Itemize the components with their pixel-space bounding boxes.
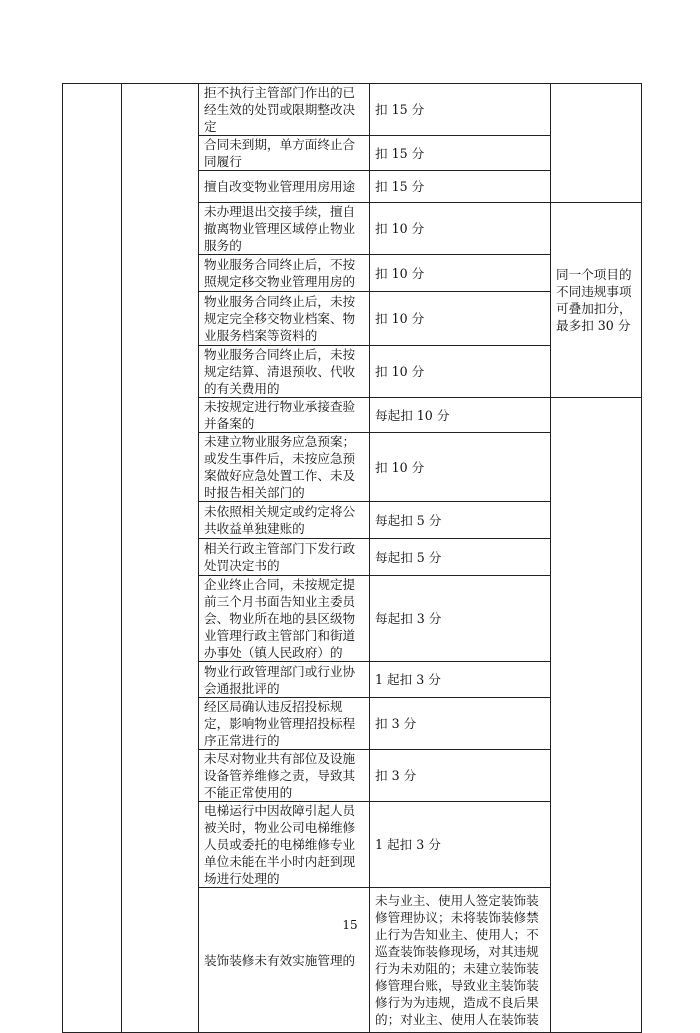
empty-note-cell [551, 398, 642, 1033]
deduction-cell: 每起扣 10 分 [370, 398, 551, 433]
item-cell: 未建立物业服务应急预案；或发生事件后，未按应急预案做好应急处置工作、未及时报告相关部门的 [199, 433, 370, 502]
deduction-cell: 扣 10 分 [370, 292, 551, 346]
item-cell: 经区局确认违反招投标规定，影响物业管理招投标程序正常进行的 [199, 698, 370, 750]
subcategory-cell [122, 84, 199, 1033]
item-cell: 物业服务合同终止后，未按规定结算、清退预收、代收的有关费用的 [199, 346, 370, 398]
deduction-cell: 未与业主、使用人签定装饰装修管理协议；未将装饰装修禁止行为告知业主、使用人；不巡查装饰装修现场，对其违规行为未劝阻的；未建立装饰装修管理台账，导致业主装饰装修行为为违规，造成不良后果的；对业主、使用人在装饰装 [370, 888, 551, 1033]
deduction-cell: 每起扣 3 分 [370, 576, 551, 662]
item-cell: 物业服务合同终止后，不按照规定移交物业管理用房的 [199, 255, 370, 292]
deduction-cell: 扣 10 分 [370, 346, 551, 398]
item-cell: 合同未到期，单方面终止合同履行 [199, 136, 370, 171]
deduction-cell: 1 起扣 3 分 [370, 662, 551, 698]
deduction-table [62, 83, 642, 1033]
deduction-cell: 扣 10 分 [370, 203, 551, 255]
deduction-cell: 扣 10 分 [370, 433, 551, 502]
item-cell: 装饰装修未有效实施管理的 [199, 888, 370, 1033]
page-number: 15 [342, 918, 358, 932]
item-cell: 企业终止合同，未按规定提前三个月书面告知业主委员会、物业所在地的县区级物业管理行政主管部门和街道办事处（镇人民政府）的 [199, 576, 370, 662]
item-cell: 物业服务合同终止后，未按规定完全移交物业档案、物业服务档案等资料的 [199, 292, 370, 346]
item-cell: 相关行政主管部门下发行政处罚决定书的 [199, 539, 370, 576]
item-cell: 擅自改变物业管理用房用途 [199, 171, 370, 203]
deduction-cell: 扣 15 分 [370, 136, 551, 171]
stacking-rule-note: 同一个项目的不同违规事项可叠加扣分，最多扣 30 分 [551, 203, 642, 398]
item-cell: 未按规定进行物业承接查验并备案的 [199, 398, 370, 433]
deduction-cell: 扣 3 分 [370, 698, 551, 750]
item-cell: 未尽对物业共有部位及设施设备管养维修之责，导致其不能正常使用的 [199, 750, 370, 802]
deduction-cell: 扣 15 分 [370, 84, 551, 136]
item-cell: 电梯运行中因故障引起人员被关时，物业公司电梯维修人员或委托的电梯维修专业单位未能在半小时内赶到现场进行处理的 [199, 802, 370, 888]
item-cell: 物业行政管理部门或行业协会通报批评的 [199, 662, 370, 698]
item-cell: 拒不执行主管部门作出的已经生效的处罚或限期整改决定 [199, 84, 370, 136]
deduction-cell: 扣 10 分 [370, 255, 551, 292]
item-cell: 未依照相关规定或约定将公共收益单独建账的 [199, 502, 370, 539]
deduction-cell: 1 起扣 3 分 [370, 802, 551, 888]
table-row [63, 84, 642, 136]
deduction-cell: 每起扣 5 分 [370, 502, 551, 539]
note-cell [551, 84, 642, 203]
deduction-cell: 扣 15 分 [370, 171, 551, 203]
item-cell: 未办理退出交接手续，擅自撤离物业管理区域停止物业服务的 [199, 203, 370, 255]
deduction-cell: 每起扣 5 分 [370, 539, 551, 576]
deduction-cell: 扣 3 分 [370, 750, 551, 802]
category-cell [63, 84, 122, 1033]
